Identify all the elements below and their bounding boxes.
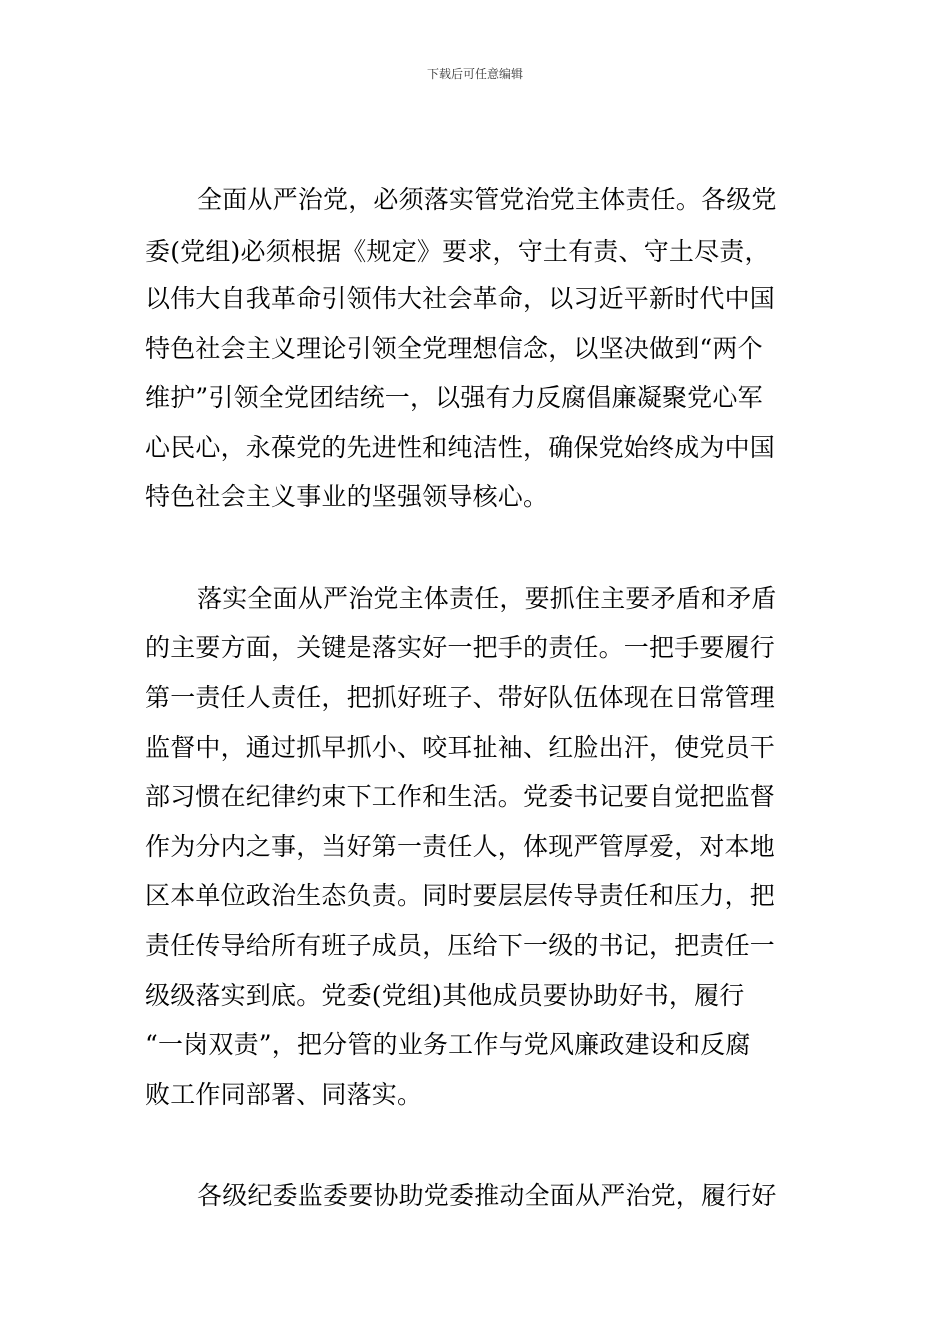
- paragraph-1-line-2: 委(党组)必须根据《规定》要求，守土有责、守土尽责，: [145, 237, 770, 266]
- header-note: 下载后可任意编辑: [426, 67, 523, 81]
- paragraph-1-line-5: 维护”引领全党团结统一，以强有力反腐倡廉凝聚党心军: [145, 383, 763, 412]
- paragraph-2-line-7: 区本单位政治生态负责。同时要层层传导责任和压力，把: [145, 881, 776, 910]
- paragraph-2-line-1: 落实全面从严治党主体责任，要抓住主要矛盾和矛盾: [197, 584, 777, 613]
- paragraph-2-line-3: 第一责任人责任，把抓好班子、带好队伍体现在日常管理: [145, 683, 776, 712]
- paragraph-2-line-4: 监督中，通过抓早抓小、咬耳扯袖、红脸出汗，使党员干: [145, 733, 776, 762]
- paragraph-1-line-7: 特色社会主义事业的坚强领导核心。: [145, 482, 549, 511]
- paragraph-1-line-6: 心民心，永葆党的先进性和纯洁性，确保党始终成为中国: [145, 433, 776, 462]
- paragraph-2-line-9: 级级落实到底。党委(党组)其他成员要协助好书，履行: [145, 981, 745, 1010]
- paragraph-2-line-2: 的主要方面，关键是落实好一把手的责任。一把手要履行: [145, 633, 776, 662]
- paragraph-1-line-4: 特色社会主义理论引领全党理想信念，以坚决做到“两个: [145, 334, 763, 363]
- paragraph-3-line-1: 各级纪委监委要协助党委推动全面从严治党，履行好: [197, 1181, 777, 1210]
- paragraph-2-line-5: 部习惯在纪律约束下工作和生活。党委书记要自觉把监督: [145, 782, 776, 811]
- paragraph-2-line-6: 作为分内之事，当好第一责任人，体现严管厚爱，对本地: [145, 832, 776, 861]
- paragraph-1-line-1: 全面从严治党，必须落实管党治党主体责任。各级党: [197, 185, 777, 214]
- paragraph-1-line-3: 以伟大自我革命引领伟大社会革命，以习近平新时代中国: [145, 284, 776, 313]
- paragraph-2-line-10: “一岗双责”，把分管的业务工作与党风廉政建设和反腐: [145, 1030, 751, 1059]
- paragraph-2-line-8: 责任传导给所有班子成员，压给下一级的书记，把责任一: [145, 931, 776, 960]
- paragraph-2-line-11: 败工作同部署、同落实。: [145, 1080, 423, 1109]
